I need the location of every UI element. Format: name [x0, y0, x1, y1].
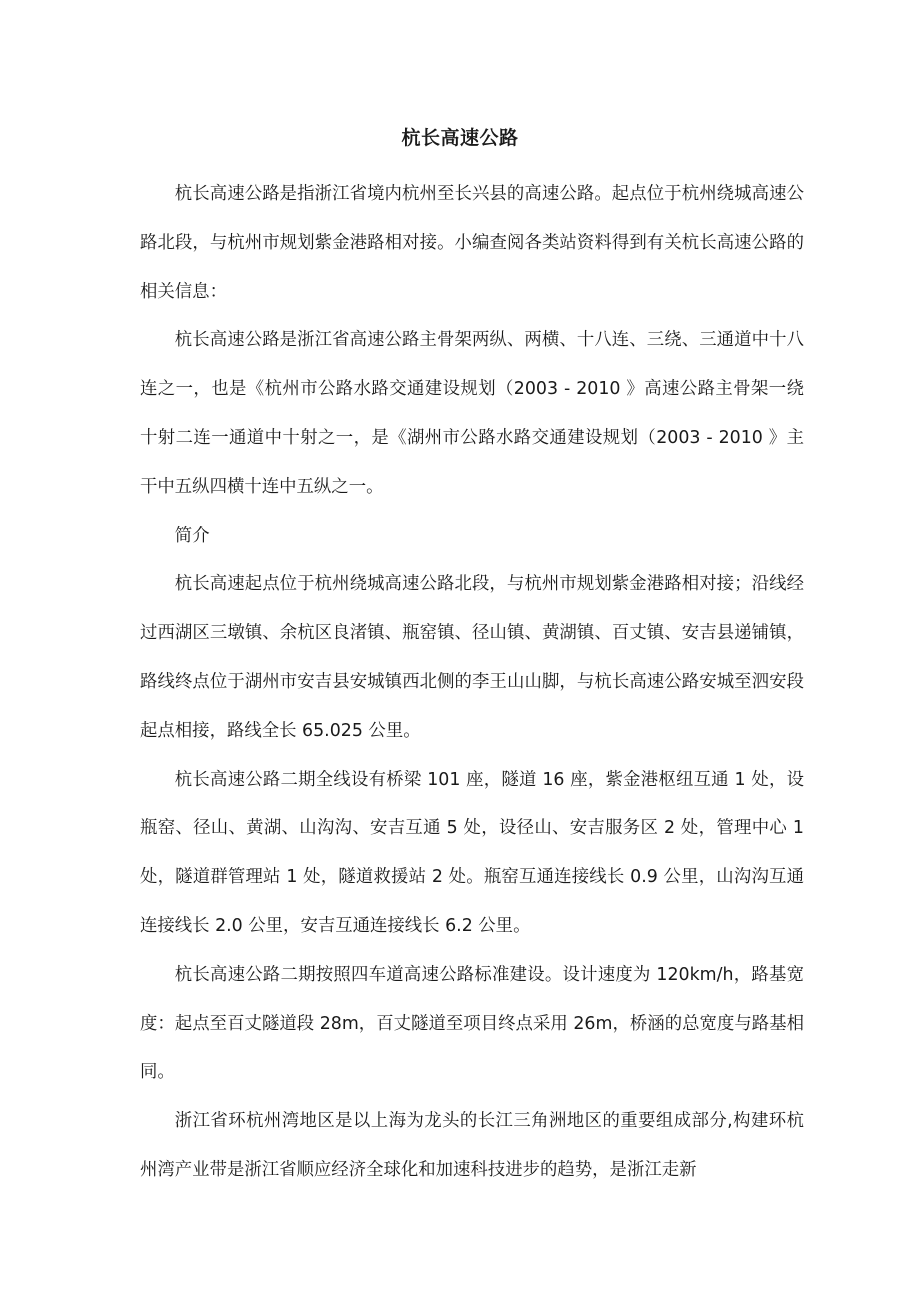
paragraph-intro: 杭长高速公路是指浙江省境内杭州至长兴县的高速公路。起点位于杭州绕城高速公路北段，与杭州市规划紫金港路相对接。小编查阅各类站资料得到有关杭长高速公路的相关信息： — [140, 184, 804, 302]
paragraph-route: 杭长高速起点位于杭州绕城高速公路北段，与杭州市规划紫金港路相对接；沿线经过西湖区三墩镇、余杭区良渚镇、瓶窑镇、径山镇、黄湖镇、百丈镇、安吉县递铺镇，路线终点位于湖州市安吉县安城镇西北侧的李王山山脚，与杭长高速公路安城至泗安段起点相接，路线全长 65.025 公里。 — [140, 574, 804, 741]
paragraph-standards: 杭长高速公路二期按照四车道高速公路标准建设。设计速度为 120km/h，路基宽度：起点至百丈隧道段 28m，百丈隧道至项目终点采用 26m，桥涵的总宽度与路基相同。 — [140, 964, 804, 1083]
paragraph-network-role: 杭长高速公路是浙江省高速公路主骨架两纵、两横、十八连、三绕、三通道中十八连之一，也是《杭州市公路水路交通建设规划（2003 - 2010 》高速公路主骨架一绕十射二连一通道中十射之一，是《湖州市公路水路交通建设规划（2003 - 2010 》主干中五纵四横十连中五纵之一。 — [140, 330, 804, 497]
paragraph-regional-context: 浙江省环杭州湾地区是以上海为龙头的长江三角洲地区的重要组成部分,构建环杭州湾产业带是浙江省顺应经济全球化和加速科技进步的趋势，是浙江走新 — [140, 1111, 804, 1180]
document-body — [140, 170, 804, 1195]
section-heading-intro: 简介 — [174, 525, 210, 546]
page-title: 杭长高速公路 — [401, 127, 519, 149]
paragraph-facilities: 杭长高速公路二期全线设有桥梁 101 座，隧道 16 座，紫金港枢纽互通 1 处，设 瓶窑、径山、黄湖、山沟沟、安吉互通 5 处，设径山、安吉服务区 2 处，管理中心 1 处，隧道群管理站 1 处，隧道救援站 2 处。瓶窑互通连接线长 0.9 公里，山沟沟互通连接线长 2.0 公里，安吉互通连接线长 6.2 公里。 — [140, 769, 804, 936]
